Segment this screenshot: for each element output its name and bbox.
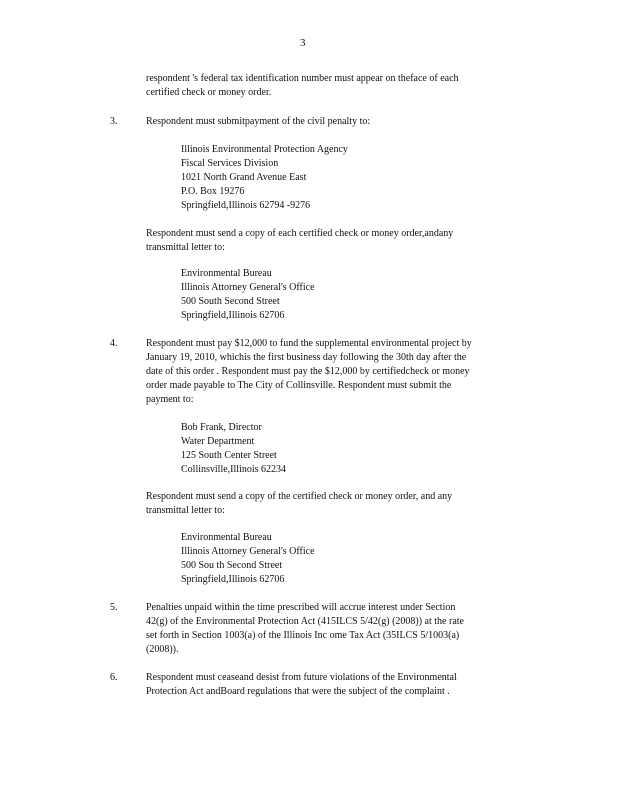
attorney-general-address-2: Environmental Bureau Illinois Attorney General's Office 500 Sou th Second Street Springfield,Illinois 62706 [181,532,315,585]
copy-instruction-1: Respondent must send a copy of each certified check or money order,andany transmittal letter to: [146,228,454,253]
item-4-number: 4. [110,338,118,349]
item-3-text: Respondent must submitpayment of the civil penalty to: [146,116,371,127]
attorney-general-address-1: Environmental Bureau Illinois Attorney General's Office 500 South Second Street Springfield,Illinois 62706 [181,268,315,321]
item-6-number: 6. [110,672,118,683]
item-6-text: Respondent must ceaseand desist from future violations of the Environmental Protection Act andBoard regulations that were the subject of the complaint . [146,672,457,697]
page-number: 3 [300,37,306,49]
item-5-number: 5. [110,602,118,613]
item-4-text: Respondent must pay $12,000 to fund the supplemental environmental project by January 19, 2010, whichis the first business day following the 30th day after the date of this order . Respondent must pay the $12,000 by certifiedcheck or money order made payable to The City of Collinsville. Respondent must submit the payment to: [146,338,472,405]
item-5-text: Penalties unpaid within the time prescribed will accrue interest under Section 42(g) of the Environmental Protection Act (415ILCS 5/42(g) (2008)) at the rate set forth in Section 1003(a) of the Illinois Inc ome Tax Act (35ILCS 5/1003(a) (2008)). [146,602,464,655]
continuation-text: respondent 's federal tax identification number must appear on theface of each certified check or money order. [146,73,459,98]
iepa-address: Illinois Environmental Protection Agency Fiscal Services Division 1021 North Grand Avenue East P.O. Box 19276 Springfield,Illinois 62794 -9276 [181,144,348,211]
item-3-number: 3. [110,116,118,127]
copy-instruction-2: Respondent must send a copy of the certified check or money order, and any transmittal letter to: [146,491,453,516]
collinsville-address: Bob Frank, Director Water Department 125 South Center Street Collinsville,Illinois 62234 [181,422,287,475]
